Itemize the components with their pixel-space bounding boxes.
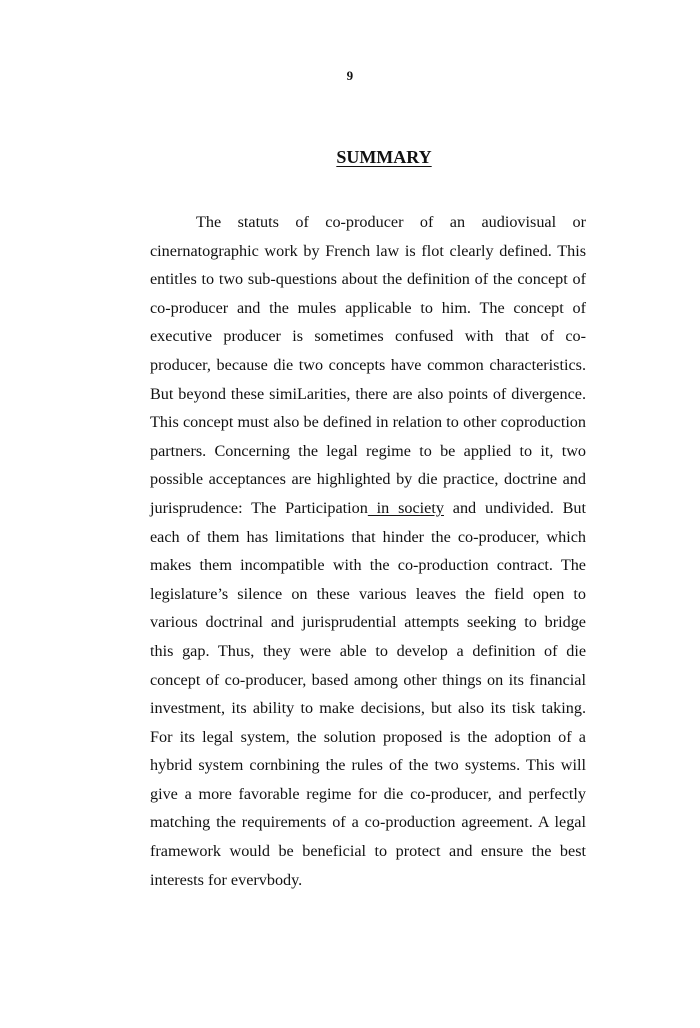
text-line: This concept must also be defined in relation to other coproduction [150,413,586,432]
summary-paragraph [150,208,586,894]
text-line: concept of co-producer, based among other things on its financial [150,670,586,689]
text-line: makes them incompatible with the co-production contract. The [150,556,586,575]
page-number: 9 [346,68,354,83]
text-segment: jurisprudence: The Participation [150,498,368,517]
text-line: matching the requirements of a co-production agreement. A legal [150,813,586,832]
text-line: each of them has limitations that hinder the co-producer, which [150,527,586,546]
text-line: investment, its ability to make decisions, but also its tisk taking. [150,699,586,718]
text-line: legislature’s silence on these various leaves the field open to [150,584,586,603]
text-line: framework would be beneficial to protect and ensure the best [150,842,586,861]
text-line: executive producer is sometimes confused with that of co- [150,327,586,346]
text-line: this gap. Thus, they were able to develop a definition of die [150,641,586,660]
text-segment: and undivided. But [443,498,586,517]
text-line: partners. Concerning the legal regime to be applied to it, two [150,441,586,460]
text-line: For its legal system, the solution proposed is the adoption of a [150,727,586,746]
text-line: producer, because die two concepts have common characteristics. [150,355,586,374]
text-line: interests for evervbody. [150,870,303,889]
text-line: co-producer and the mules applicable to him. The concept of [150,298,586,317]
text-line: entitles to two sub-questions about the definition of the concept of [150,270,586,289]
text-line: various doctrinal and jurisprudential attempts seeking to bridge [150,613,586,632]
text-line: give a more favorable regime for die co-producer, and perfectly [150,784,586,803]
text-line: But beyond these simiLarities, there are also points of divergence. [150,384,586,403]
text-line [150,494,586,523]
page-title: SUMMARY [336,147,432,167]
text-line: possible acceptances are highlighted by die practice, doctrine and [150,470,586,489]
underlined-phrase: in society [367,498,444,517]
text-line: hybrid system cornbining the rules of the two systems. This will [150,756,586,775]
text-line: The statuts of co-producer of an audiovisual or [196,213,586,231]
text-line: cinernatographic work by French law is flot clearly defined. This [150,241,586,260]
